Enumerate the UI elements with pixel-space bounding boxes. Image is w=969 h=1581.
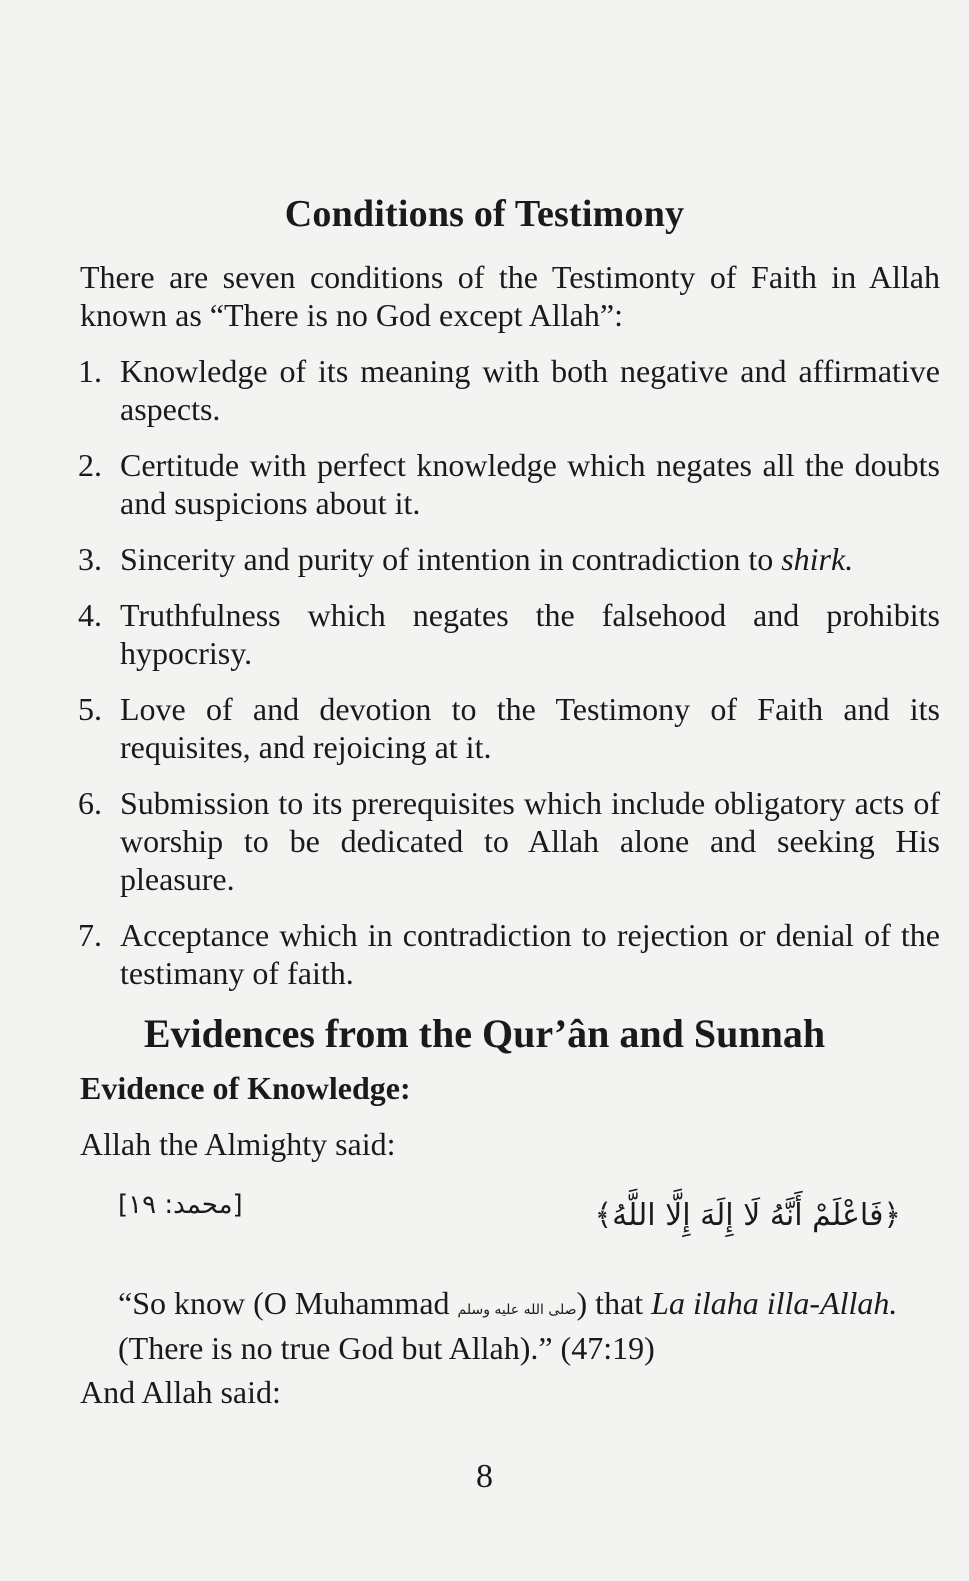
item-text [120, 540, 940, 578]
translation-after-salla: ) that [576, 1285, 652, 1321]
list-item [78, 596, 940, 672]
translation-rest: (There is no true God but Allah).” (47:19) [118, 1330, 655, 1366]
item-text: Knowledge of its meaning with both negative and affirmative aspects. [120, 353, 940, 427]
list-item [78, 540, 940, 578]
item-number: 5. [78, 691, 102, 727]
verse-reference-arabic: [محمد: ١٩] [118, 1190, 243, 1220]
item-text: Certitude with perfect knowledge which negates all the doubts and suspicions about it. [120, 447, 940, 521]
list-item [78, 352, 940, 428]
item-text-italic: shirk. [781, 541, 854, 577]
item-text: Submission to its prerequisites which include obligatory acts of worship to be dedicated to Allah alone and seeking His pleasure. [120, 785, 940, 897]
salla-honorific: صلى الله عليه وسلم [457, 1302, 577, 1318]
subheading: Evidence of Knowledge: [80, 1070, 411, 1106]
item-text-main: Sincerity and purity of intention in contradiction to [120, 541, 782, 577]
item-text: Truthfulness which negates the falsehood and prohibits hypocrisy. [120, 597, 940, 671]
intro-paragraph: There are seven conditions of the Testimonty of Faith in Allah known as “There is no God except Allah”: [80, 259, 940, 333]
allah-said-line-2: And Allah said: [80, 1374, 281, 1410]
item-number: 1. [78, 353, 102, 389]
item-text: Acceptance which in contradiction to rejection or denial of the testimany of faith. [120, 917, 940, 991]
item-number: 4. [78, 597, 102, 633]
page-number: 8 [476, 1458, 493, 1495]
list-item [78, 690, 940, 766]
item-number: 2. [78, 447, 102, 483]
allah-said-line: Allah the Almighty said: [80, 1126, 396, 1162]
list-item [78, 446, 940, 522]
conditions-list [78, 352, 940, 1010]
section-heading: Evidences from the Qur’ân and Sunnah [143, 1011, 826, 1056]
verse-arabic: ﴿فَاعْلَمْ أَنَّهُ لَا إِلَهَ إِلَّا اللَّهُ﴾ [594, 1198, 901, 1233]
translation-open: “So know (O Muhammad [118, 1285, 458, 1321]
item-number: 6. [78, 785, 102, 821]
verse-translation [118, 1284, 940, 1367]
translation-italic: La ilaha illa-Allah. [651, 1285, 898, 1321]
page-title: Conditions of Testimony [284, 193, 685, 235]
item-text: Love of and devotion to the Testimony of Faith and its requisites, and rejoicing at it. [120, 691, 940, 765]
list-item [78, 916, 940, 992]
item-number: 7. [78, 917, 102, 953]
item-number: 3. [78, 541, 102, 577]
list-item [78, 784, 940, 898]
